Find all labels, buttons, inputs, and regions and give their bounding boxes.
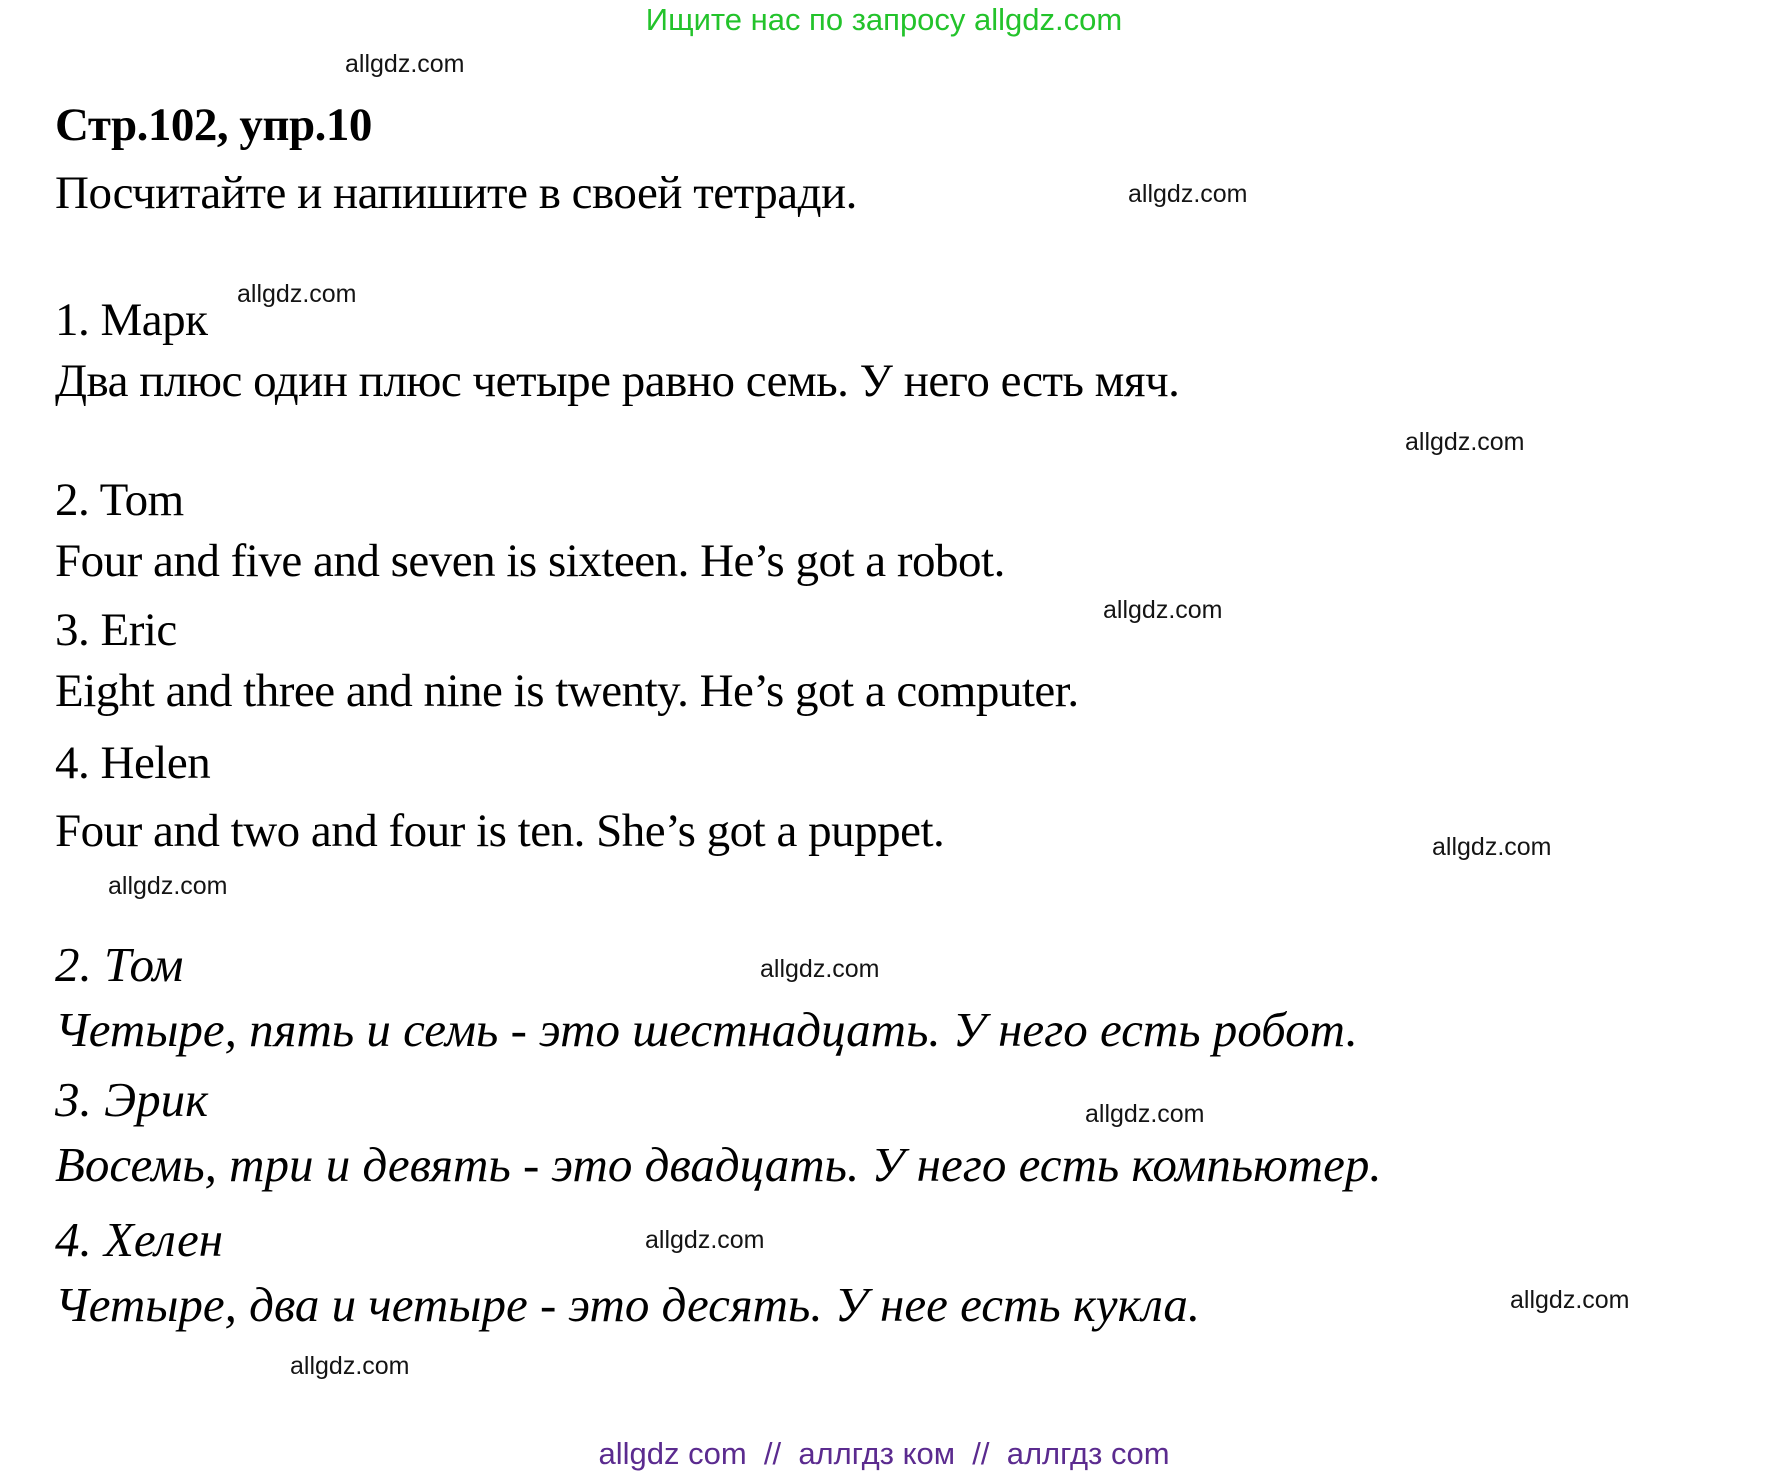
watermark-allgdz: allgdz.com bbox=[760, 955, 880, 983]
page-title: Стр.102, упр.10 bbox=[55, 99, 372, 151]
watermark-allgdz: allgdz.com bbox=[1103, 596, 1223, 624]
translation-item-line: Четыре, пять и семь - это шестнадцать. У него есть робот. bbox=[55, 1002, 1358, 1057]
watermark-allgdz: allgdz.com bbox=[1128, 180, 1248, 208]
solution-item-name: 3. Eric bbox=[55, 604, 177, 656]
watermark-allgdz: allgdz.com bbox=[108, 872, 228, 900]
watermark-allgdz: allgdz.com bbox=[645, 1226, 765, 1254]
solution-item-line: Four and two and four is ten. She’s got a puppet. bbox=[55, 805, 945, 857]
solution-item-line: Два плюс один плюс четыре равно семь. У него есть мяч. bbox=[55, 355, 1180, 407]
watermark-allgdz: allgdz.com bbox=[1085, 1100, 1205, 1128]
watermark-allgdz: allgdz.com bbox=[1432, 833, 1552, 861]
translation-item-name: 2. Том bbox=[55, 937, 184, 992]
solution-item-line: Four and five and seven is sixteen. He’s got a robot. bbox=[55, 535, 1005, 587]
solution-item-name: 4. Helen bbox=[55, 737, 211, 789]
translation-item-name: 4. Хелен bbox=[55, 1212, 224, 1267]
promo-footer: allgdz com // аллгдз ком // аллгдз com bbox=[598, 1436, 1170, 1471]
watermark-allgdz: allgdz.com bbox=[290, 1352, 410, 1380]
solution-item-name: 2. Tom bbox=[55, 474, 184, 526]
translation-item-name: 3. Эрик bbox=[55, 1072, 209, 1127]
solution-item-line: Eight and three and nine is twenty. He’s got a computer. bbox=[55, 665, 1079, 717]
watermark-allgdz: allgdz.com bbox=[345, 50, 465, 78]
solution-item-name: 1. Марк bbox=[55, 294, 208, 346]
task-text: Посчитайте и напишите в своей тетради. bbox=[55, 167, 857, 219]
promo-header: Ищите нас по запросу allgdz.com bbox=[645, 2, 1123, 37]
watermark-allgdz: allgdz.com bbox=[237, 280, 357, 308]
watermark-allgdz: allgdz.com bbox=[1510, 1286, 1630, 1314]
translation-item-line: Четыре, два и четыре - это десять. У нее есть кукла. bbox=[55, 1277, 1201, 1332]
translation-item-line: Восемь, три и девять - это двадцать. У него есть компьютер. bbox=[55, 1137, 1382, 1192]
watermark-allgdz: allgdz.com bbox=[1405, 428, 1525, 456]
